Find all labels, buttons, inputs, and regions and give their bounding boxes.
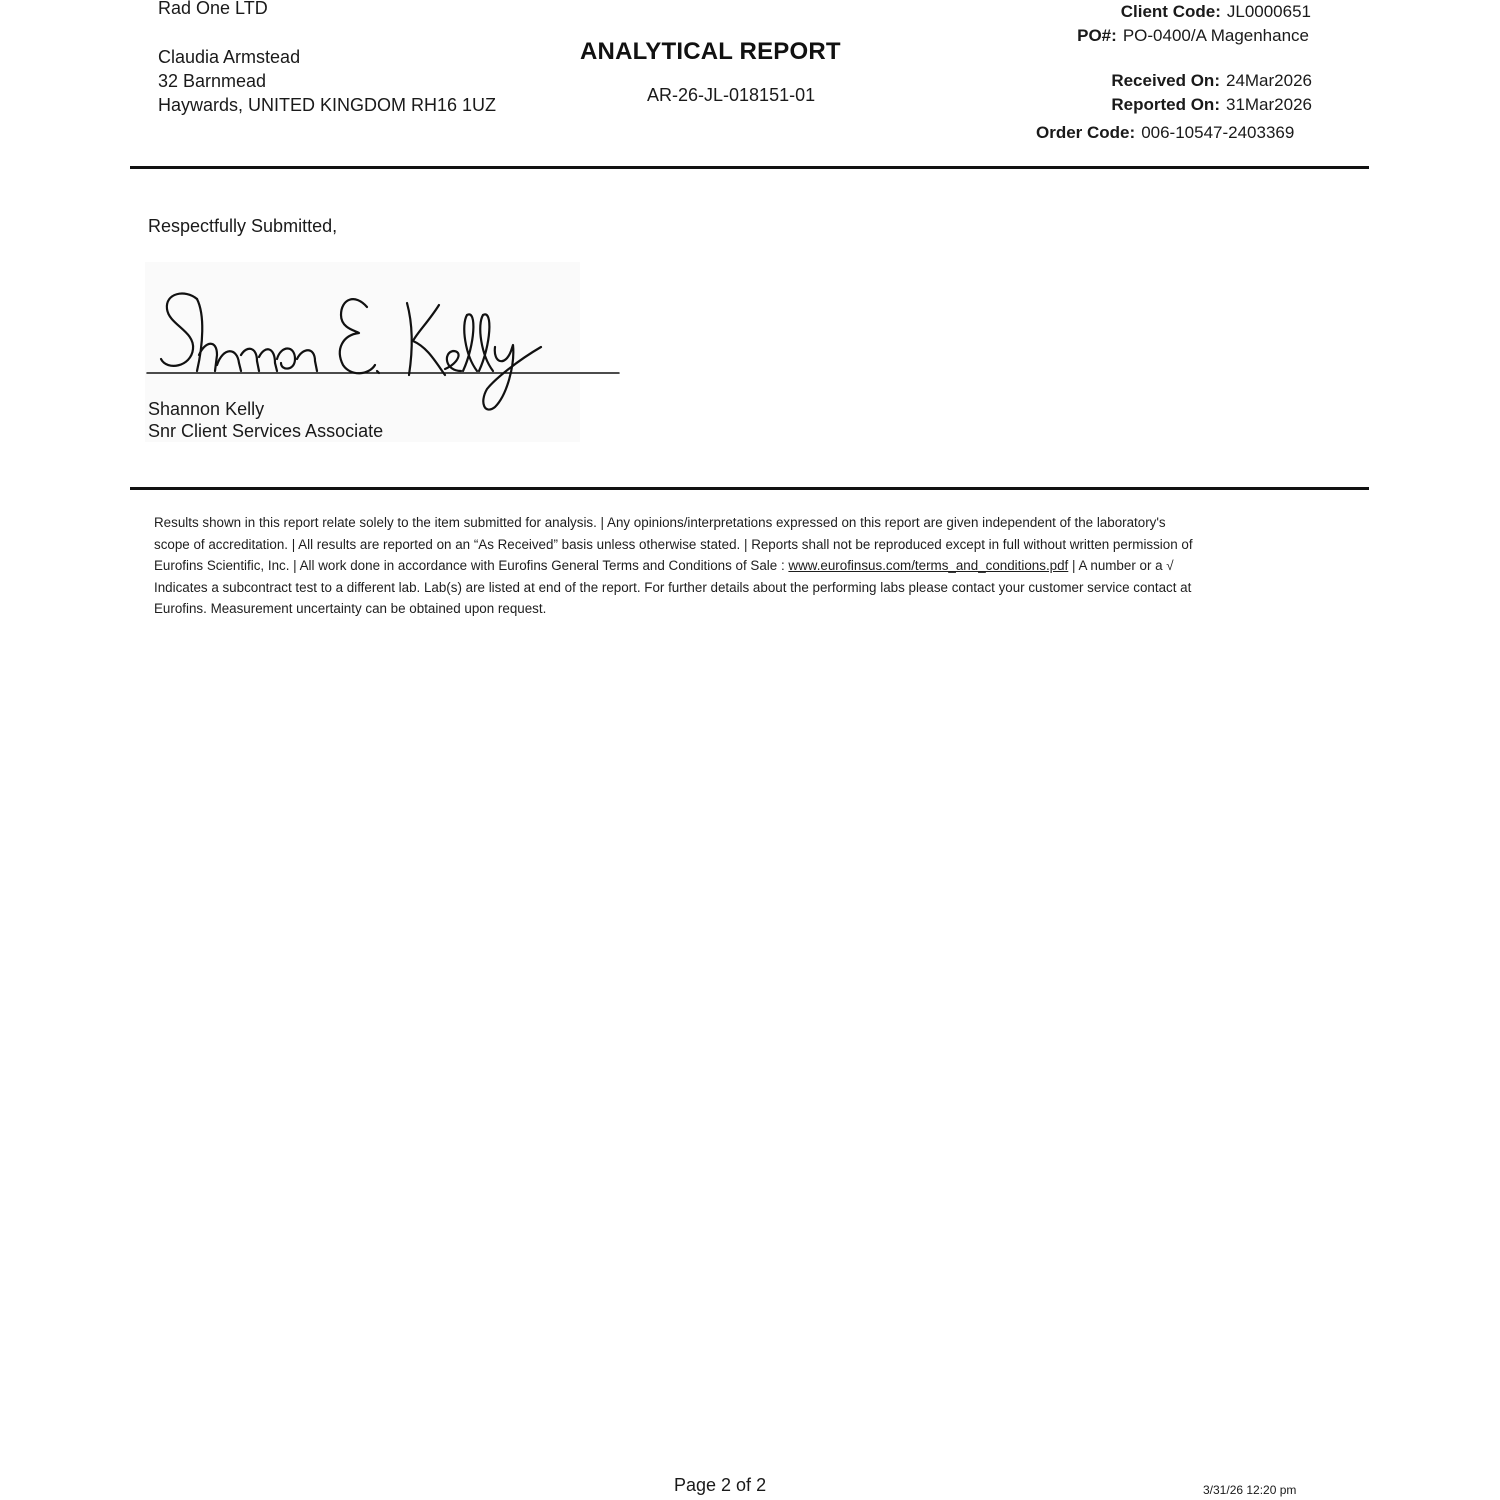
- client-code-label: Client Code:: [1120, 2, 1221, 21]
- printed-timestamp: 3/31/26 12:20 pm: [1203, 1483, 1297, 1497]
- client-city-line: Haywards, UNITED KINGDOM RH16 1UZ: [158, 95, 497, 115]
- received-value: 24Mar2026: [1225, 71, 1312, 90]
- received-label: Received On:: [1111, 71, 1220, 90]
- client-street: 32 Barnmead: [158, 71, 267, 91]
- report-title: ANALYTICAL REPORT: [580, 38, 841, 65]
- reported-value: 31Mar2026: [1225, 95, 1312, 114]
- po-value: PO-0400/A Magenhance: [1122, 26, 1309, 45]
- signature-divider: [130, 487, 1369, 490]
- client-code-row: [1121, 2, 1311, 22]
- po-label: PO#:: [1077, 26, 1117, 45]
- header-divider: [130, 166, 1369, 169]
- disclaimer-part-1: Results shown in this report relate solely to the item submitted for analysis. | Any opinions/interpretations expressed on this report are given independent of the laboratory's scope of accreditation. | All results are reported on an “As Received” basis unless otherwise stated. | Reports shall not be reproduced except in full without written permission of Eurofins Scientific, Inc. | All work done in accordance with Eurofins General Terms and Conditions of Sale :: [154, 515, 1193, 573]
- signatory-role: Snr Client Services Associate: [148, 421, 384, 441]
- order-code-row: [1036, 123, 1294, 143]
- client-contact: Claudia Armstead: [158, 47, 301, 67]
- page-number: Page 2 of 2: [674, 1475, 767, 1495]
- order-code-label: Order Code:: [1036, 123, 1136, 142]
- disclaimer-part-2: | A number or a √ Indicates a subcontract test to a different lab. Lab(s) are listed at end of the report. For further details about the performing labs please contact your customer service contact at Eurofins. Measurement uncertainty can be obtained upon request.: [154, 558, 1192, 616]
- report-number: AR-26-JL-018151-01: [647, 85, 816, 105]
- order-code-value: 006-10547-2403369: [1141, 123, 1295, 142]
- po-row: [1077, 26, 1309, 46]
- salutation: Respectfully Submitted,: [148, 216, 338, 236]
- client-code-value: JL0000651: [1226, 2, 1311, 21]
- reported-label: Reported On:: [1111, 95, 1220, 114]
- disclaimer-text: [154, 512, 1194, 620]
- signatory-name: Shannon Kelly: [148, 399, 265, 419]
- terms-link[interactable]: www.eurofinsus.com/terms_and_conditions.pdf: [788, 558, 1069, 573]
- received-row: [1111, 71, 1312, 91]
- reported-row: [1111, 95, 1312, 115]
- client-company: Rad One LTD: [158, 0, 268, 18]
